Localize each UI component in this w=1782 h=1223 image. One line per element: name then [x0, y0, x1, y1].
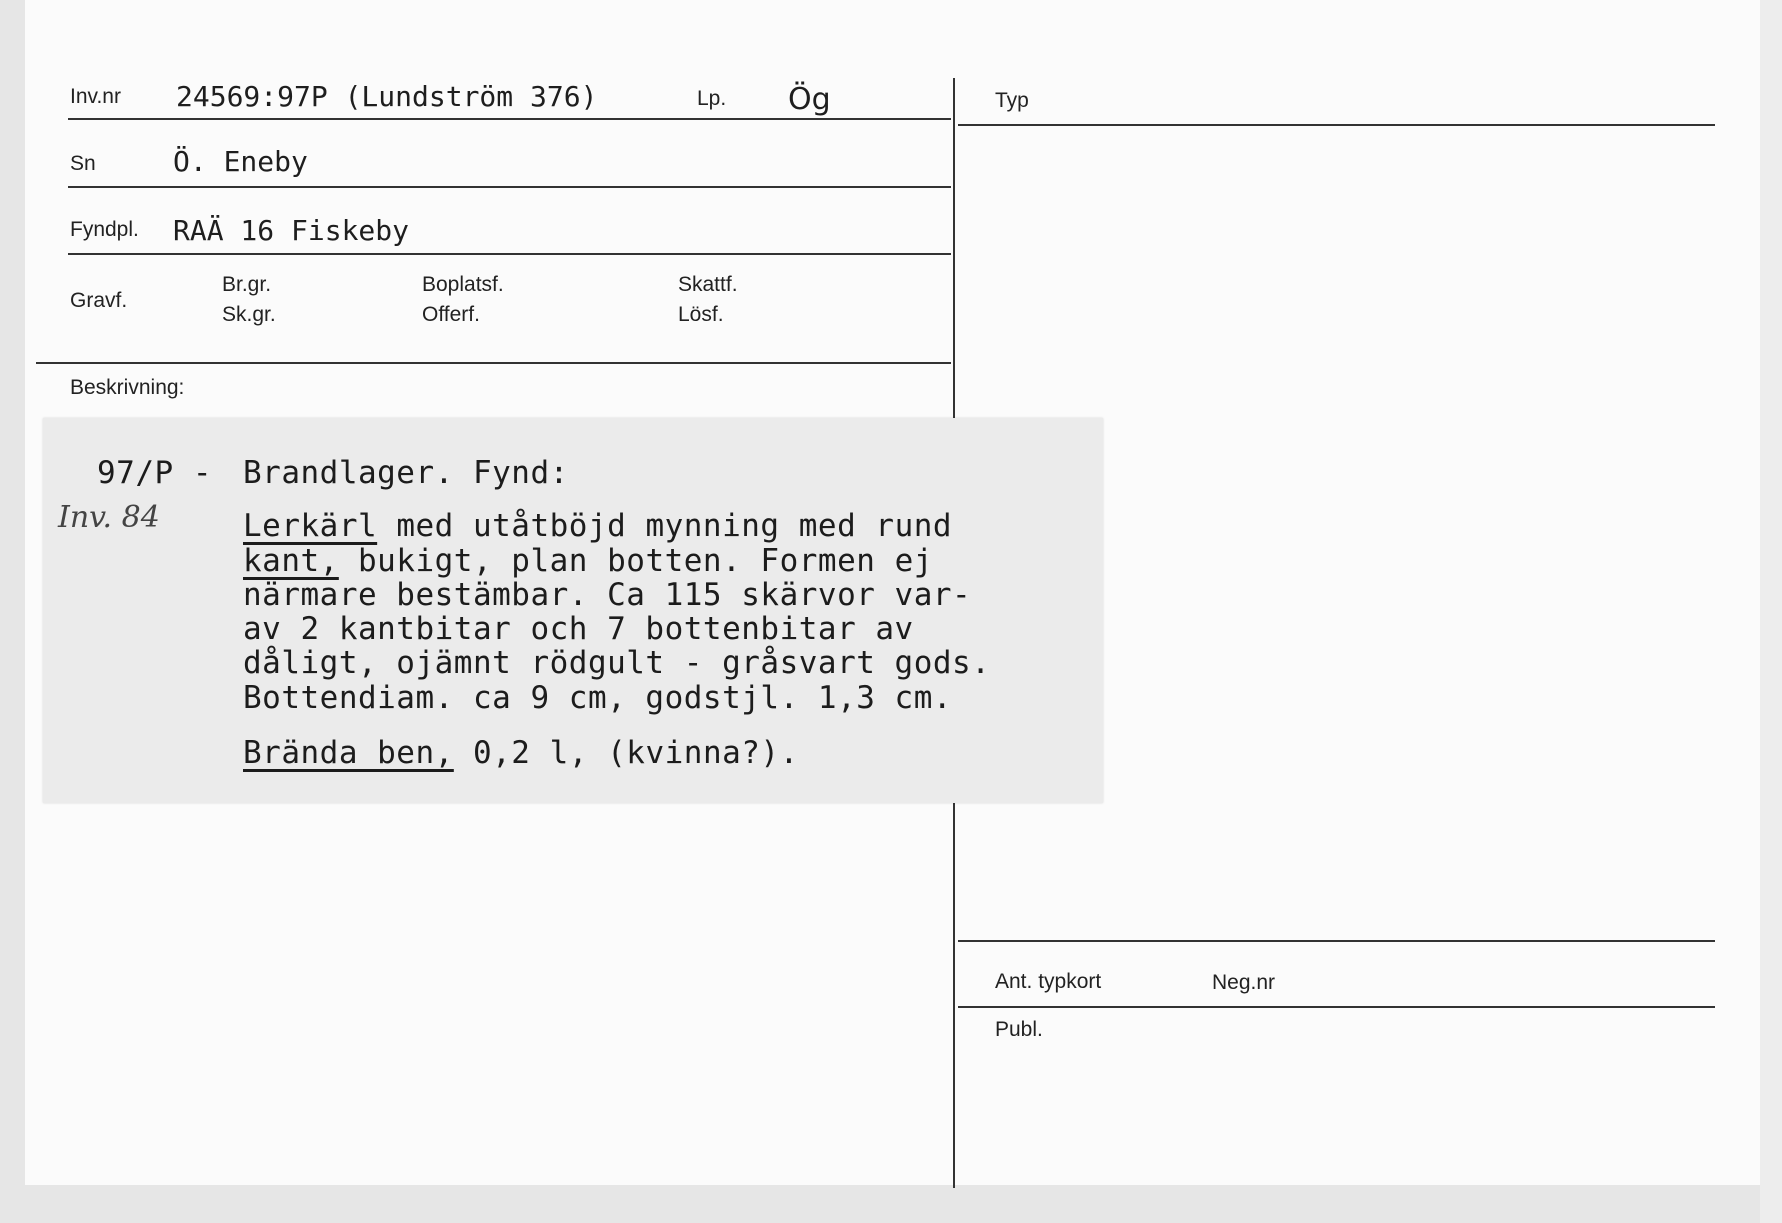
skattf-label: Skattf.	[678, 273, 738, 296]
brgr-label: Br.gr.	[222, 273, 272, 296]
boplatsf-label: Boplatsf.	[422, 273, 504, 296]
description-line-4: av 2 kantbitar och 7 bottenbitar av	[243, 611, 914, 647]
divider	[36, 362, 951, 364]
description-heading-prefix: 97/P -	[97, 455, 212, 491]
skgr-label: Sk.gr.	[222, 303, 276, 326]
divider	[68, 118, 951, 120]
fyndpl-label: Fyndpl.	[70, 218, 139, 241]
description-line-7: Brända ben, 0,2 l, (kvinna?).	[243, 735, 799, 771]
sn-label: Sn	[70, 152, 96, 175]
publ-label: Publ.	[995, 1018, 1043, 1041]
inv-value: 24569:97P (Lundström 376)	[176, 80, 598, 113]
sn-value: Ö. Eneby	[173, 145, 308, 178]
find-type-lerkarl: Lerkärl	[243, 508, 378, 544]
ant-typkort-label: Ant. typkort	[995, 970, 1102, 993]
offerf-label: Offerf.	[422, 303, 480, 326]
negnr-label: Neg.nr	[1212, 971, 1276, 994]
description-line-3: närmare bestämbar. Ca 115 skärvor var-	[243, 577, 972, 613]
find-type-branda-ben: Brända ben,	[243, 735, 454, 771]
divider	[958, 124, 1715, 126]
typ-label: Typ	[995, 89, 1029, 112]
lp-value: Ög	[788, 82, 831, 117]
losf-label: Lösf.	[678, 303, 724, 326]
description-line-1: Lerkärl med utåtböjd mynning med rund	[243, 508, 953, 544]
handwritten-note: Inv. 84	[58, 500, 160, 535]
inv-label: Inv.nr	[70, 85, 121, 108]
description-line-6: Bottendiam. ca 9 cm, godstjl. 1,3 cm.	[243, 680, 953, 716]
description-line-2: kant, bukigt, plan botten. Formen ej	[243, 543, 933, 579]
divider	[958, 1006, 1715, 1008]
divider	[958, 940, 1715, 942]
description-line-5: dåligt, ojämnt rödgult - gråsvart gods.	[243, 645, 991, 681]
gravf-label: Gravf.	[70, 289, 128, 312]
divider	[68, 253, 951, 255]
divider	[68, 186, 951, 188]
card-edge	[1760, 0, 1782, 1223]
fyndpl-value: RAÄ 16 Fiskeby	[173, 214, 410, 247]
beskrivning-label: Beskrivning:	[70, 376, 185, 399]
description-heading: Brandlager. Fynd:	[243, 455, 569, 491]
lp-label: Lp.	[697, 87, 727, 110]
